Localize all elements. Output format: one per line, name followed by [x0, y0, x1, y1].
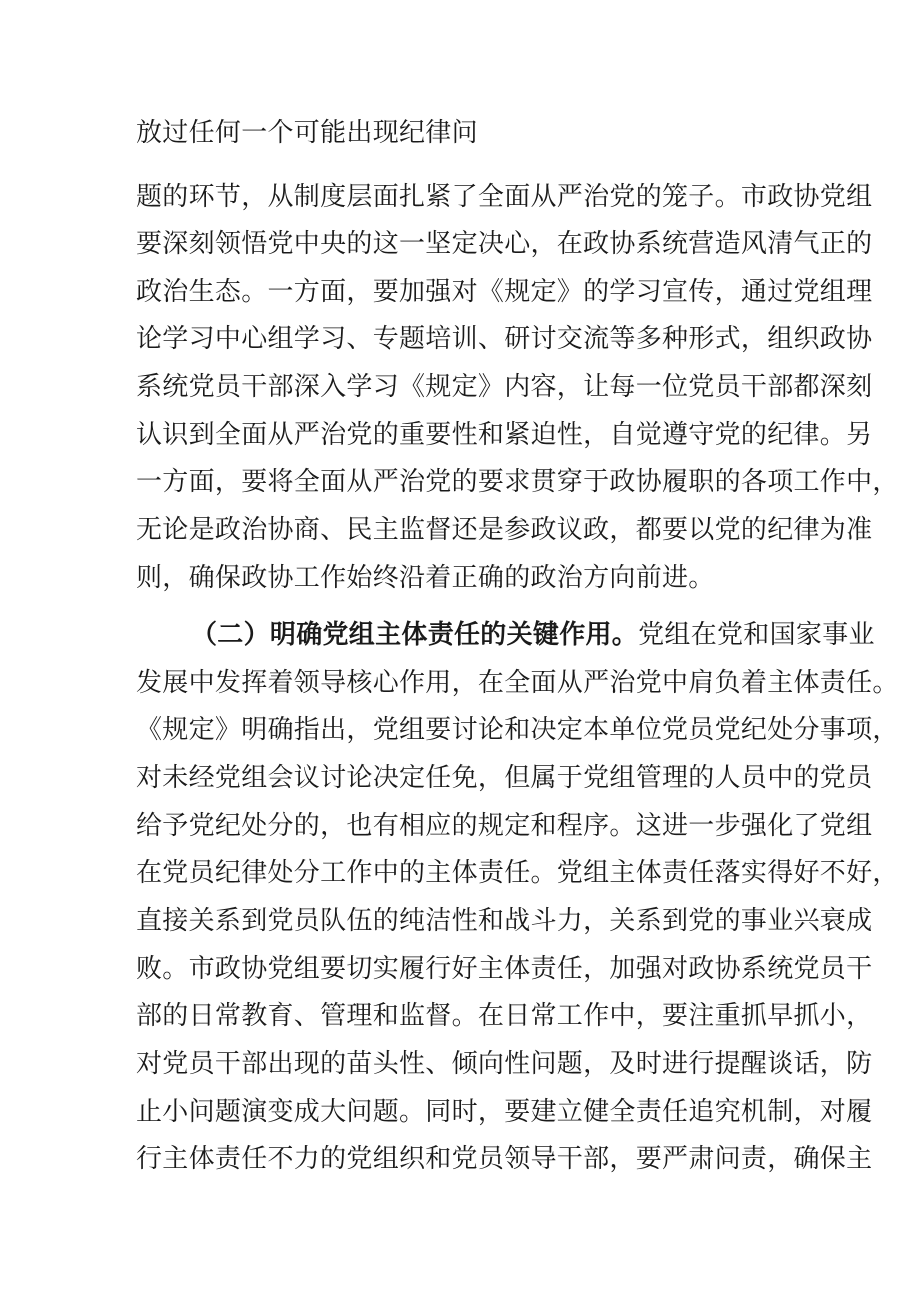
text-line: 题的环节，从制度层面扎紧了全面从严治党的笼子。市政协党组: [136, 182, 873, 212]
text-line: 直接关系到党员队伍的纯洁性和战斗力，关系到党的事业兴衰成: [136, 906, 873, 936]
text-line: 论学习中心组学习、专题培训、研讨交流等多种形式，组织政协: [136, 324, 873, 354]
text-line: 部的日常教育、管理和监督。在日常工作中，要注重抓早抓小，: [136, 1001, 873, 1031]
text-line: 发展中发挥着领导核心作用，在全面从严治党中肩负着主体责任。: [136, 668, 899, 698]
text-line: 要深刻领悟党中央的这一坚定决心，在政协系统营造风清气正的: [136, 229, 873, 259]
section-heading: （二）明确党组主体责任的关键作用。: [191, 620, 639, 650]
text-line: 败。市政协党组要切实履行好主体责任，加强对政协系统党员干: [136, 954, 873, 984]
text-line: 对未经党组会议讨论决定任免，但属于党组管理的人员中的党员: [136, 763, 873, 793]
section-heading-rest: 党组在党和国家事业: [638, 620, 875, 650]
text-line: 则，确保政协工作始终沿着正确的政治方向前进。: [136, 563, 715, 593]
text-line: 在党员纪律处分工作中的主体责任。党组主体责任落实得好不好，: [136, 858, 899, 888]
section-heading-line: [191, 618, 875, 652]
text-line: 给予党纪处分的，也有相应的规定和程序。这进一步强化了党组: [136, 811, 873, 841]
text-line: 《规定》明确指出，党组要讨论和决定本单位党员党纪处分事项，: [136, 715, 899, 745]
text-line: 无论是政治协商、民主监督还是参政议政，都要以党的纪律为准: [136, 515, 873, 545]
text-line: 放过任何一个可能出现纪律问: [136, 118, 478, 148]
text-line: 止小问题演变成大问题。同时，要建立健全责任追究机制，对履: [136, 1097, 873, 1127]
text-line: 系统党员干部深入学习《规定》内容，让每一位党员干部都深刻: [136, 372, 873, 402]
text-line: 政治生态。一方面，要加强对《规定》的学习宣传，通过党组理: [136, 277, 873, 307]
text-line: 一方面，要将全面从严治党的要求贯穿于政协履职的各项工作中，: [136, 467, 899, 497]
text-line: 行主体责任不力的党组织和党员领导干部，要严肃问责，确保主: [136, 1144, 873, 1174]
text-line: 认识到全面从严治党的重要性和紧迫性，自觉遵守党的纪律。另: [136, 420, 873, 450]
text-line: 对党员干部出现的苗头性、倾向性问题，及时进行提醒谈话，防: [136, 1049, 873, 1079]
